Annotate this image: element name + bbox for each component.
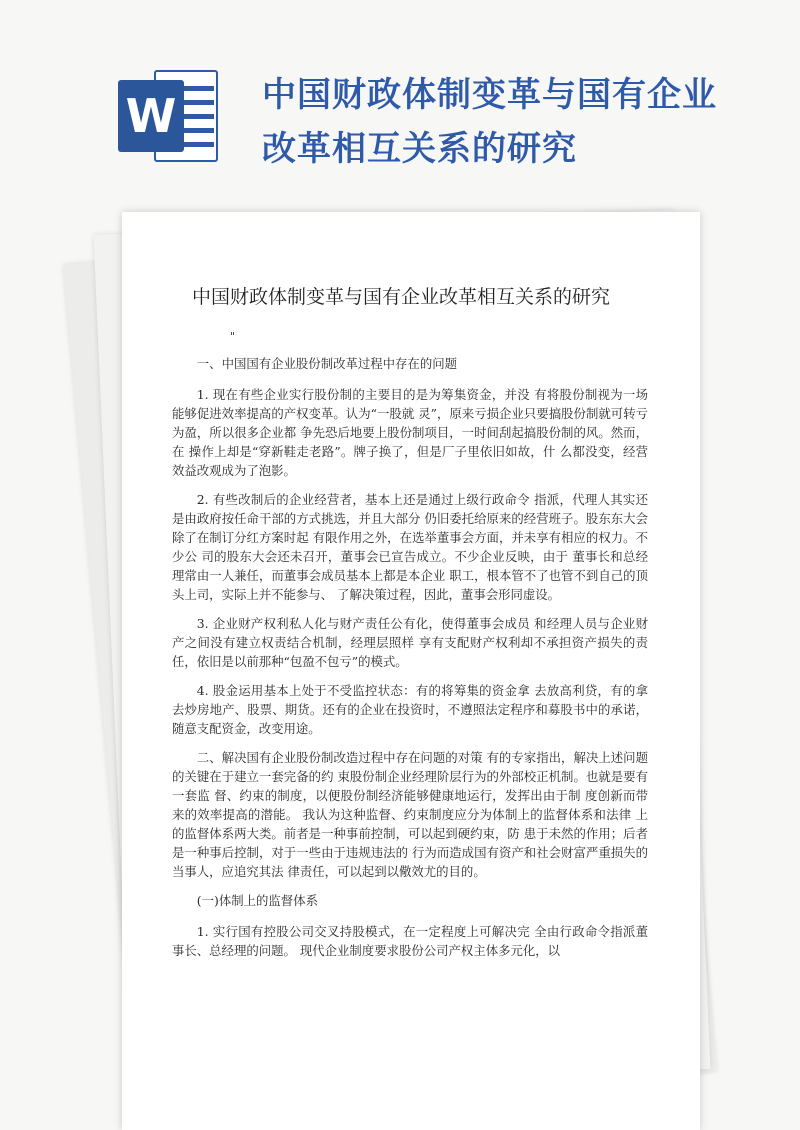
document-page: [122, 212, 700, 1130]
paragraph: 3. 企业财产权利私人化与财产责任公有化，使得董事会成员 和经理人员与企业财产之间没有建立权责结合机制，经理层照样 享有支配财产权利却不承担资产损失的责任，依旧是以前那种“包盈不包亏”的模式。: [172, 616, 648, 669]
paragraph: 1. 实行国有控股公司交叉持股模式，在一定程度上可解决完 全由行政命令指派董事长、总经理的问题。 现代企业制度要求股份公司产权主体多元化，以: [172, 924, 648, 958]
banner-title-line2: 改革相互关系的研究: [262, 129, 577, 169]
paragraph: 4. 股金运用基本上处于不受监控状态：有的将筹集的资金拿 去放高利贷，有的拿去炒房地产、股票、期货。还有的企业在投资时，不遵照法定程序和募股书中的承诺，随意支配资金，改变用途。: [172, 683, 648, 736]
word-letter-badge: W: [118, 80, 184, 152]
section-heading: 一、中国国有企业股份制改革过程中存在的问题: [196, 356, 457, 371]
banner-title-line1: 中国财政体制变革与国有企业: [262, 75, 717, 115]
paragraph: 1. 现在有些企业实行股份制的主要目的是为筹集资金，并没 有将股份制视为一场能够促进效率提高的产权变革。认为“一股就 灵”，原来亏损企业只要搞股份制就可转亏为盈，所以很多企业都 争先恐后地要上股份制项目，一时间刮起搞股份制的风。然而，在 操作上却是“穿新鞋走老路”。牌子换了，但是厂子里依旧如故，什 么都没变，经营效益改观成为了泡影。: [172, 387, 648, 478]
quote-mark: ": [230, 330, 236, 343]
document-body: [172, 354, 648, 970]
word-document-icon: [118, 70, 218, 162]
paragraph: 二、解决国有企业股份制改造过程中存在问题的对策 有的专家指出，解决上述问题的关键在于建立一套完备的约 束股份制企业经理阶层行为的外部校正机制。也就是要有一套监 督、约束的制度，以便股份制经济能够健康地运行，发挥出由于制 度创新而带来的效率提高的潜能。 我认为这种监督、约束制度应分为体制上的监督体系和法律 上的监督体系两大类。前者是一种事前控制，可以起到硬约束，防 患于未然的作用；后者是一种事后控制，对于一些由于违规违法的 行为而造成国有资产和社会财富严重损失的当事人，应追究其法 律责任，可以起到以儆效尤的目的。: [172, 750, 648, 879]
subsection-heading: (一)体制上的监督体系: [196, 893, 318, 908]
banner-title: [262, 68, 782, 176]
paragraph: 2. 有些改制后的企业经营者，基本上还是通过上级行政命令 指派，代理人其实还是由政府按任命干部的方式挑选，并且大部分 仍旧委托给原来的经营班子。股东东大会除了在制订分红方案时起 有限作用之外，在选举董事会方面，并未享有相应的权力。不少公 司的股东大会还未召开，董事会已宣告成立。不少企业反映，由于 董事长和总经理常由一人兼任，而董事会成员基本上都是本企业 职工，根本管不了也管不到自己的顶头上司，实际上并不能参与、 了解决策过程，因此，董事会形同虚设。: [172, 492, 648, 602]
document-title: 中国财政体制变革与国有企业改革相互关系的研究: [192, 286, 611, 308]
banner: [0, 0, 800, 200]
